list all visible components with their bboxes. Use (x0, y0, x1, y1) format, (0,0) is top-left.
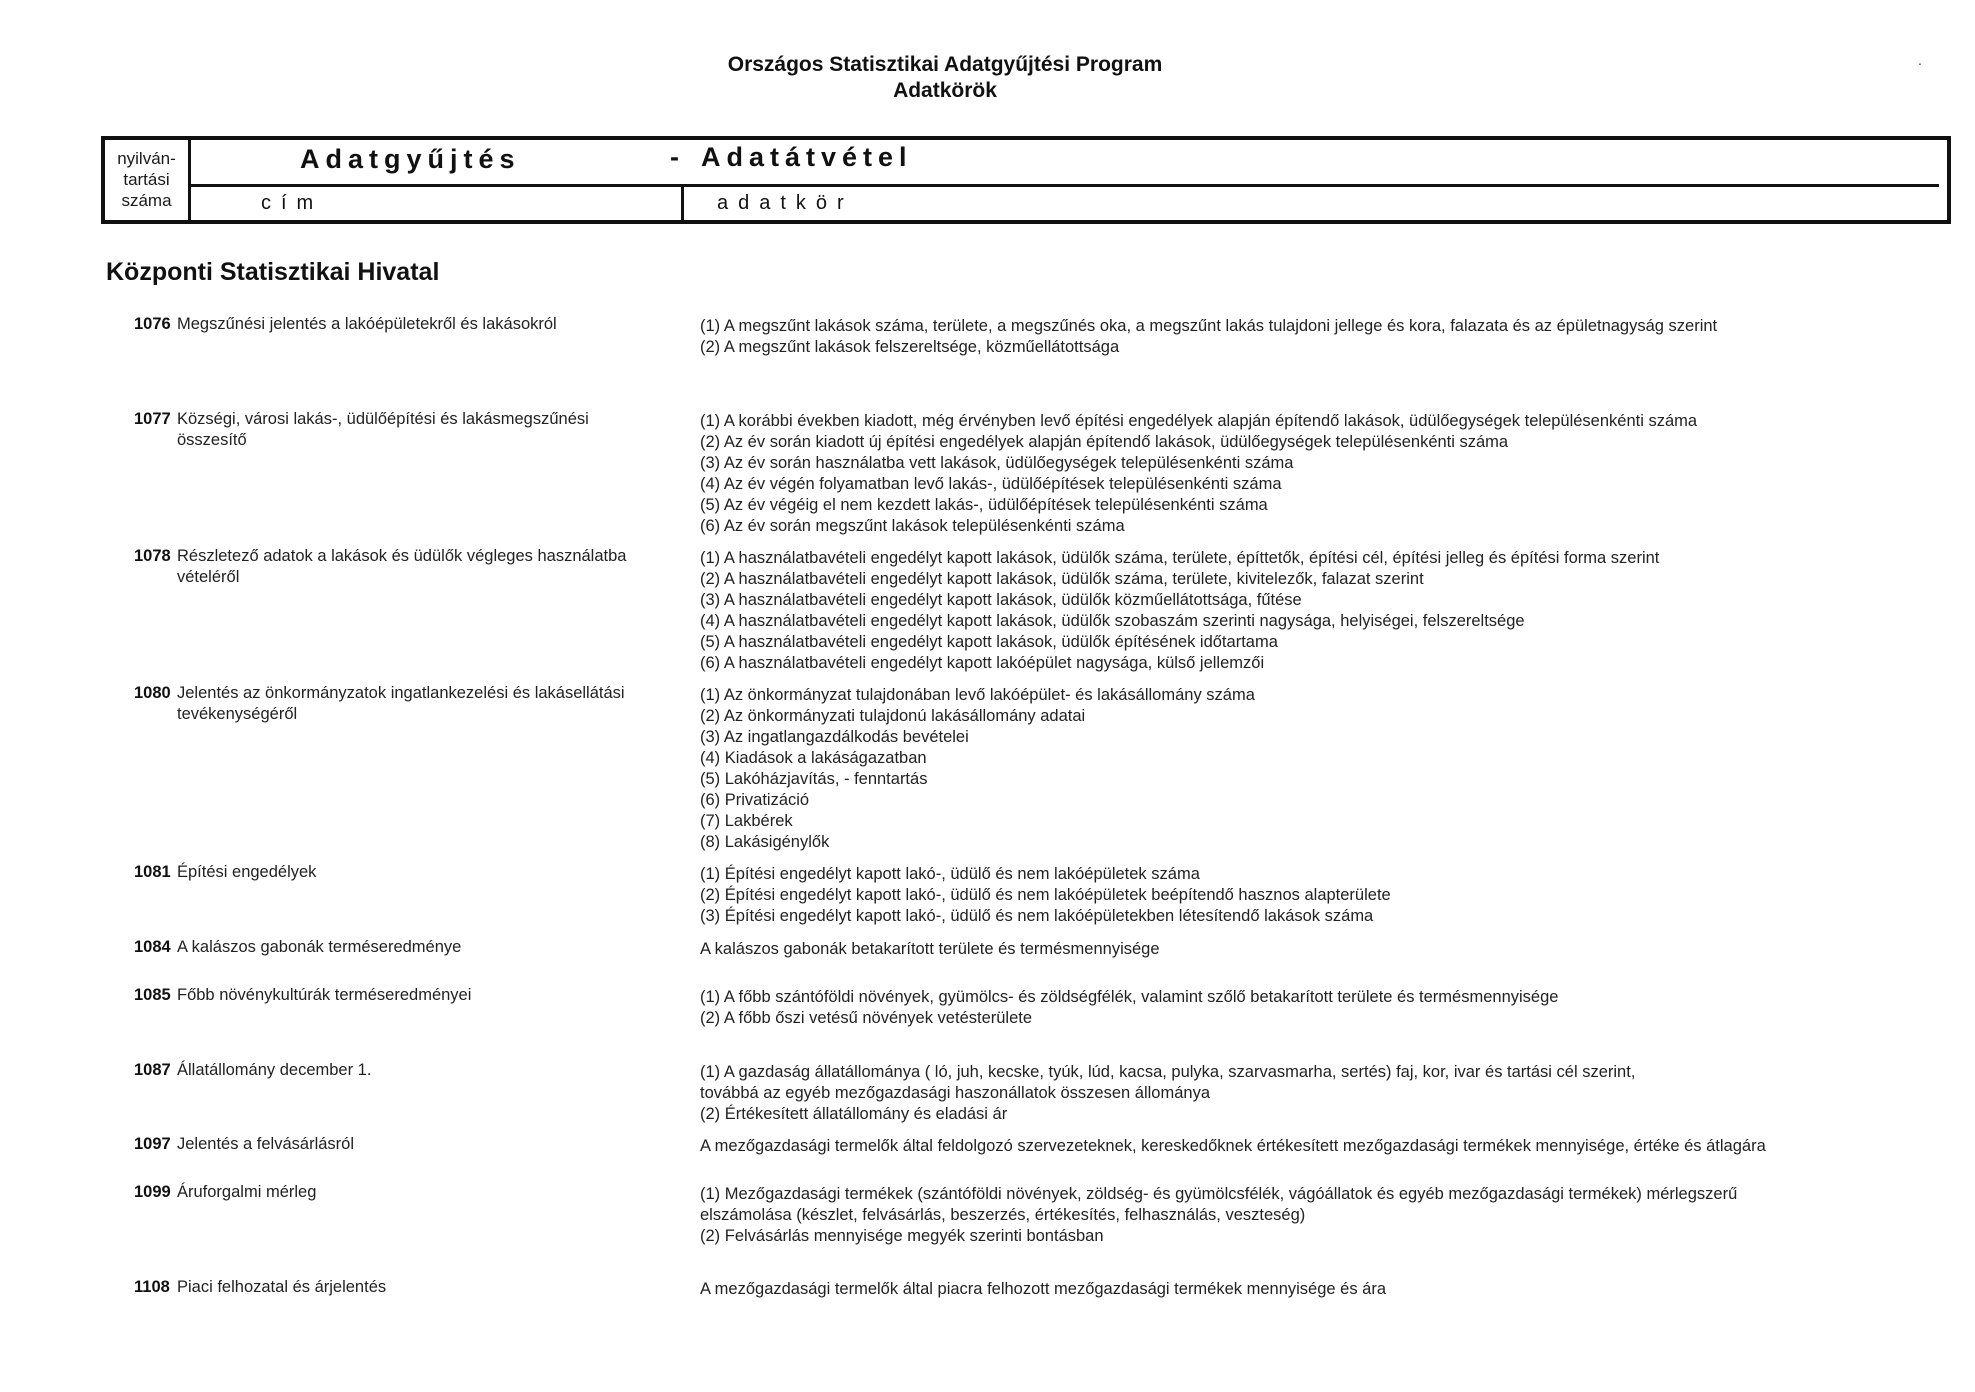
heading-dash: - (670, 142, 685, 172)
entry-data-line: továbbá az egyéb mezőgazdasági haszonállatok összesen állománya (700, 1084, 1210, 1102)
entry-number: 1099 (134, 1183, 171, 1201)
entry-data-lines (700, 1279, 1930, 1300)
document-subtitle: Adatkörök (893, 79, 997, 102)
entry-data-lines (700, 939, 1930, 960)
entry-data-lines (700, 411, 1930, 537)
header-divider-horizontal (191, 184, 1939, 187)
collection-heading: Adatgyűjtés (300, 144, 521, 174)
entry-data-line: (1) A főbb szántóföldi növények, gyümölcs- és zöldségfélék, valamint szőlő betakarított területe és termésmennyisége (700, 988, 1559, 1006)
entry-data-lines (700, 1136, 1930, 1157)
entry-title: Állatállomány december 1. (177, 1061, 372, 1079)
registry-number-header-line: tartási (123, 170, 170, 189)
entry-data-line: (1) Építési engedélyt kapott lakó-, üdülő és nem lakóépületek száma (700, 865, 1200, 883)
entry-data-line: (3) Az év során használatba vett lakások, üdülőegységek településenkénti száma (700, 454, 1294, 472)
entry-data-line: A mezőgazdasági termelők által feldolgozó szervezeteknek, kereskedőknek értékesített mezőgazdasági termékek mennyisége, értéke és átlagára (700, 1137, 1766, 1155)
column-header-box (101, 136, 1951, 224)
organization-heading: Központi Statisztikai Hivatal (106, 258, 440, 286)
entry-data-line: (7) Lakbérek (700, 812, 793, 830)
entry-data-line: (5) A használatbavételi engedélyt kapott lakások, üdülők építésének időtartama (700, 633, 1278, 651)
entry-data-lines (700, 548, 1930, 674)
entry-data-line: (8) Lakásigénylők (700, 833, 830, 851)
entry-title: Községi, városi lakás-, üdülőépítési és lakásmegszűnési összesítő (177, 410, 589, 449)
entry-data-lines (700, 1062, 1930, 1125)
entry-data-line: (4) A használatbavételi engedélyt kapott lakások, üdülők szobaszám szerinti nagysága, helyiségei, felszereltsége (700, 612, 1525, 630)
entry-title: Részletező adatok a lakások és üdülők végleges használatba vételéről (177, 547, 627, 586)
entry-data-line: (2) A megszűnt lakások felszereltsége, közműellátottsága (700, 338, 1120, 356)
entry-number: 1080 (134, 684, 171, 702)
entry-number: 1081 (134, 863, 171, 881)
entry-number: 1084 (134, 938, 171, 956)
entry-data-line: (4) Az év végén folyamatban levő lakás-, üdülőépítések településenkénti száma (700, 475, 1282, 493)
entry-data-line: (2) A főbb őszi vetésű növények vetésterülete (700, 1009, 1033, 1027)
entry-data-line: elszámolása (készlet, felvásárlás, beszerzés, értékesítés, felhasználás, veszteség) (700, 1206, 1306, 1224)
entry-number: 1076 (134, 315, 171, 333)
entry-data-line: (2) A használatbavételi engedélyt kapott lakások, üdülők száma, területe, kivitelezők, falazat szerint (700, 570, 1424, 588)
entry-data-line: (3) A használatbavételi engedélyt kapott lakások, üdülők közműellátottsága, fűtése (700, 591, 1302, 609)
entry-data-line: (2) Felvásárlás mennyisége megyék szerinti bontásban (700, 1227, 1104, 1245)
entry-number: 1108 (134, 1278, 170, 1296)
entry-data-lines (700, 316, 1930, 358)
entry-title: Jelentés az önkormányzatok ingatlankezelési és lakásellátási tevékenységéről (177, 684, 625, 723)
registry-number-header-line: nyilván- (117, 149, 176, 168)
registry-number-header-line: száma (121, 191, 172, 210)
entry-data-line: (3) Az ingatlangazdálkodás bevételei (700, 728, 969, 746)
entry-data-line: (5) Lakóházjavítás, - fenntartás (700, 770, 928, 788)
entry-title: Építési engedélyek (177, 863, 317, 881)
entry-title: Főbb növénykultúrák terméseredményei (177, 986, 472, 1004)
entry-data-line: (6) Az év során megszűnt lakások településenkénti száma (700, 517, 1125, 535)
entry-data-line: (1) Mezőgazdasági termékek (szántóföldi növények, zöldség- és gyümölcsfélék, vágóállatok és egyéb mezőgazdasági termékek) mérlegszerű (700, 1185, 1738, 1203)
entry-data-line: (6) Privatizáció (700, 791, 810, 809)
entry-data-lines (700, 685, 1930, 853)
entry-data-line: (1) Az önkormányzat tulajdonában levő lakóépület- és lakásállomány száma (700, 686, 1255, 704)
entry-number: 1078 (134, 547, 171, 565)
datarange-column-heading: adatkör (717, 192, 854, 214)
entry-title: Áruforgalmi mérleg (177, 1183, 317, 1201)
entry-data-line: (3) Építési engedélyt kapott lakó-, üdülő és nem lakóépületekben létesítendő lakások száma (700, 907, 1374, 925)
document-title: Országos Statisztikai Adatgyűjtési Program (727, 53, 1163, 76)
entry-title: Megszűnési jelentés a lakóépületekről és lakásokról (177, 315, 557, 333)
entry-number: 1077 (134, 410, 171, 428)
entry-data-line: (2) Az önkormányzati tulajdonú lakásállomány adatai (700, 707, 1086, 725)
entry-title: A kalászos gabonák terméseredménye (177, 938, 462, 956)
entry-data-line: A kalászos gabonák betakarított területe és termésmennyisége (700, 940, 1160, 958)
entry-data-line: (2) Az év során kiadott új építési engedélyek alapján építendő lakások, üdülőegységek településenkénti száma (700, 433, 1509, 451)
registry-number-header (105, 140, 191, 220)
entry-number: 1097 (134, 1135, 171, 1153)
entry-data-line: (1) A használatbavételi engedélyt kapott lakások, üdülők száma, területe, építtetők, építési cél, építési jelleg és építési forma szerint (700, 549, 1660, 567)
entry-data-line: (1) A gazdaság állatállománya ( ló, juh, kecske, tyúk, lúd, kacsa, pulyka, szarvasmarha, sertés) faj, kor, ivar és tartási cél szerint, (700, 1063, 1636, 1081)
transfer-heading: Adatátvétel (701, 142, 913, 172)
entry-number: 1085 (134, 986, 171, 1004)
entry-data-line: (1) A megszűnt lakások száma, területe, a megszűnés oka, a megszűnt lakás tulajdoni jellege és kora, falazata és az épületnagyság szerint (700, 317, 1718, 335)
title-column-heading: cím (261, 192, 324, 214)
entry-number: 1087 (134, 1061, 171, 1079)
entry-data-line: (4) Kiadások a lakáságazatban (700, 749, 927, 767)
corner-dot: . (1918, 52, 1922, 68)
entry-title: Piaci felhozatal és árjelentés (177, 1278, 387, 1296)
entry-data-line: (2) Értékesített állatállomány és eladási ár (700, 1105, 1008, 1123)
entry-data-lines (700, 864, 1930, 927)
entry-data-lines (700, 1184, 1930, 1247)
entry-title: Jelentés a felvásárlásról (177, 1135, 355, 1153)
entry-data-line: A mezőgazdasági termelők által piacra felhozott mezőgazdasági termékek mennyisége és ára (700, 1280, 1387, 1298)
header-divider-vertical (681, 187, 684, 220)
entry-data-line: (1) A korábbi években kiadott, még érvényben levő építési engedélyek alapján építendő lakások, üdülőegységek településenkénti száma (700, 412, 1698, 430)
entry-data-lines (700, 987, 1930, 1029)
entry-data-line: (6) A használatbavételi engedélyt kapott lakóépület nagysága, külső jellemzői (700, 654, 1265, 672)
entry-data-line: (2) Építési engedélyt kapott lakó-, üdülő és nem lakóépületek beépítendő hasznos alapterülete (700, 886, 1391, 904)
entry-data-line: (5) Az év végéig el nem kezdett lakás-, üdülőépítések településenkénti száma (700, 496, 1268, 514)
